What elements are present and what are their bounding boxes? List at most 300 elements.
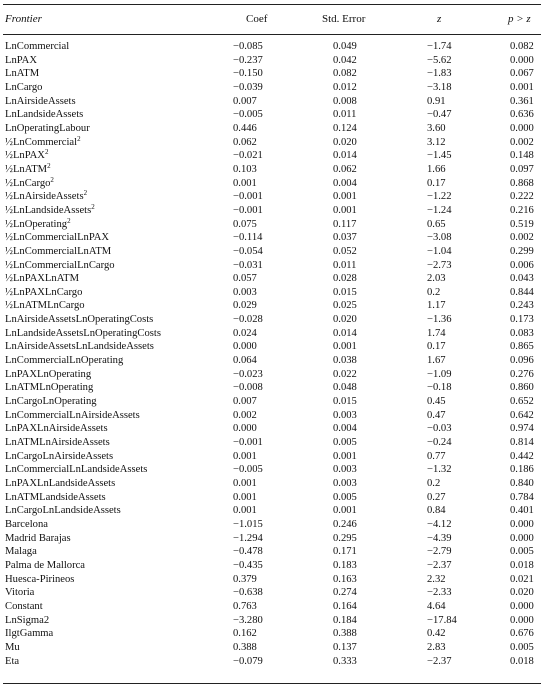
cell-std-error: 0.037 <box>333 232 357 244</box>
cell-coef: 0.007 <box>233 95 257 107</box>
cell-z: −1.04 <box>427 245 452 257</box>
table-row <box>0 491 543 505</box>
cell-coef: −0.114 <box>233 232 263 244</box>
cell-z: 4.64 <box>427 600 446 612</box>
cell-z: −17.84 <box>427 614 457 626</box>
cell-coef: 0.763 <box>233 600 257 612</box>
cell-z: −4.12 <box>427 518 452 530</box>
table-row <box>0 518 543 532</box>
cell-z: −0.24 <box>427 437 452 449</box>
cell-std-error: 0.020 <box>333 314 357 326</box>
row-variable <box>5 491 106 505</box>
row-variable <box>5 218 71 232</box>
variable-name: LnCommercialLnLandsideAssets <box>5 464 148 476</box>
variable-name: LnATM <box>5 68 40 80</box>
table-row <box>0 532 543 546</box>
table-row <box>0 655 543 669</box>
cell-p: 0.001 <box>510 81 534 93</box>
variable-superscript: 2 <box>77 134 81 143</box>
row-variable <box>5 504 121 518</box>
cell-p: 0.442 <box>510 450 534 462</box>
cell-z: 0.47 <box>427 409 446 421</box>
cell-std-error: 0.246 <box>333 518 357 530</box>
table-row <box>0 477 543 491</box>
variable-name: IlgtGamma <box>5 628 54 640</box>
cell-coef: −0.031 <box>233 259 263 271</box>
cell-std-error: 0.183 <box>333 559 357 571</box>
cell-coef: 0.064 <box>233 355 257 367</box>
cell-z: 1.66 <box>427 163 446 175</box>
row-variable <box>5 655 19 669</box>
variable-name: LnOperatingLabour <box>5 122 90 134</box>
cell-std-error: 0.052 <box>333 245 357 257</box>
row-variable <box>5 122 90 136</box>
cell-coef: 0.001 <box>233 491 257 503</box>
cell-std-error: 0.028 <box>333 273 357 285</box>
cell-std-error: 0.171 <box>333 546 357 558</box>
cell-std-error: 0.001 <box>333 204 357 216</box>
row-variable <box>5 518 48 532</box>
cell-coef: 0.388 <box>233 641 257 653</box>
variable-name: LnCommercialLnOperating <box>5 355 124 367</box>
variable-name: ½LnPAX <box>5 150 45 162</box>
row-variable <box>5 299 85 313</box>
variable-superscript: 2 <box>83 189 88 198</box>
cell-z: 0.77 <box>427 450 446 462</box>
variable-name: LnPAXLnLandsideAssets <box>5 478 116 489</box>
cell-std-error: 0.295 <box>333 532 357 544</box>
row-variable <box>5 81 42 95</box>
cell-std-error: 0.001 <box>333 341 357 353</box>
cell-std-error: 0.015 <box>333 396 357 408</box>
variable-name: LnCommercialLnAirsideAssets <box>5 409 140 421</box>
table-row <box>0 163 543 177</box>
header-coef: Coef <box>246 13 268 25</box>
cell-std-error: 0.062 <box>333 163 357 175</box>
cell-p: 0.519 <box>510 218 534 230</box>
table-row <box>0 627 543 641</box>
row-variable <box>5 381 93 395</box>
cell-z: 0.17 <box>427 341 446 353</box>
row-variable <box>5 259 115 273</box>
cell-std-error: 0.004 <box>333 423 357 435</box>
table-row <box>0 81 543 95</box>
cell-coef: 0.379 <box>233 573 257 585</box>
cell-z: 3.60 <box>427 122 446 134</box>
variable-superscript: 2 <box>50 175 54 184</box>
cell-std-error: 0.003 <box>333 464 357 476</box>
cell-p: 0.676 <box>510 628 534 640</box>
table-row <box>0 600 543 614</box>
cell-coef: 0.062 <box>233 136 257 148</box>
cell-p: 0.868 <box>510 177 534 189</box>
cell-p: 0.000 <box>510 614 534 626</box>
cell-p: 0.005 <box>510 546 534 558</box>
table-row <box>0 381 543 395</box>
variable-name: Vitoria <box>5 587 35 599</box>
cell-z: 0.91 <box>427 95 446 107</box>
variable-name: Huesca-Pirineos <box>5 573 75 585</box>
table-row <box>0 354 543 368</box>
cell-std-error: 0.274 <box>333 587 357 599</box>
cell-std-error: 0.042 <box>333 54 357 66</box>
row-variable <box>5 395 97 409</box>
variable-name: LnATMLandsideAssets <box>5 491 106 503</box>
cell-z: −1.36 <box>427 314 452 326</box>
cell-z: −2.33 <box>427 587 452 599</box>
table-row <box>0 327 543 341</box>
table-row <box>0 286 543 300</box>
table-row <box>0 95 543 109</box>
cell-coef: 0.075 <box>233 218 257 230</box>
cell-z: 2.03 <box>427 273 446 285</box>
cell-p: 0.784 <box>510 491 534 503</box>
cell-p: 0.243 <box>510 300 534 312</box>
cell-p: 0.018 <box>510 655 534 667</box>
cell-p: 0.642 <box>510 409 534 421</box>
header-frontier: Frontier <box>5 13 42 25</box>
cell-std-error: 0.184 <box>333 614 357 626</box>
cell-z: −1.09 <box>427 368 452 380</box>
cell-coef: −0.054 <box>233 245 263 257</box>
variable-name: Mu <box>5 641 20 653</box>
cell-std-error: 0.005 <box>333 437 357 449</box>
cell-z: 0.17 <box>427 177 446 189</box>
cell-z: −2.37 <box>427 655 452 667</box>
cell-z: −1.22 <box>427 191 452 203</box>
cell-p: 0.865 <box>510 341 534 353</box>
row-variable <box>5 54 37 68</box>
cell-coef: 0.162 <box>233 628 257 640</box>
top-rule <box>3 4 541 5</box>
cell-std-error: 0.003 <box>333 478 357 489</box>
variable-name: ½LnOperating <box>5 218 68 230</box>
cell-z: −0.03 <box>427 423 452 435</box>
cell-coef: −1.294 <box>233 532 263 544</box>
cell-z: 0.65 <box>427 218 446 230</box>
cell-z: −1.45 <box>427 150 452 162</box>
cell-coef: −0.001 <box>233 191 263 203</box>
table-row <box>0 559 543 573</box>
row-variable <box>5 641 20 655</box>
header-rule <box>3 34 541 35</box>
cell-p: 0.005 <box>510 641 534 653</box>
cell-std-error: 0.004 <box>333 177 357 189</box>
cell-coef: −0.021 <box>233 150 263 162</box>
cell-p: 0.018 <box>510 559 534 571</box>
cell-z: 2.83 <box>427 641 446 653</box>
cell-std-error: 0.022 <box>333 368 357 380</box>
row-variable <box>5 340 154 354</box>
cell-std-error: 0.005 <box>333 491 357 503</box>
row-variable <box>5 136 81 150</box>
row-variable <box>5 204 95 218</box>
variable-superscript: 2 <box>67 216 71 225</box>
variable-name: LnATMLnOperating <box>5 382 94 394</box>
variable-name: Madrid Barajas <box>5 532 71 544</box>
cell-std-error: 0.020 <box>333 136 357 148</box>
cell-coef: −0.023 <box>233 368 263 380</box>
table-row <box>0 67 543 81</box>
cell-std-error: 0.011 <box>333 259 357 271</box>
cell-coef: 0.000 <box>233 341 257 353</box>
cell-z: 0.27 <box>427 491 446 503</box>
cell-p: 0.000 <box>510 54 534 66</box>
table-row <box>0 190 543 204</box>
table-row <box>0 245 543 259</box>
cell-std-error: 0.003 <box>333 409 357 421</box>
cell-p: 0.276 <box>510 368 534 380</box>
cell-std-error: 0.388 <box>333 628 357 640</box>
row-variable <box>5 245 111 259</box>
table-row <box>0 614 543 628</box>
cell-coef: −0.008 <box>233 382 263 394</box>
cell-p: 0.148 <box>510 150 534 162</box>
cell-z: 0.42 <box>427 628 446 640</box>
table-row <box>0 231 543 245</box>
cell-p: 0.006 <box>510 259 534 271</box>
cell-z: 0.45 <box>427 396 446 408</box>
bottom-rule <box>3 683 541 684</box>
cell-coef: 0.001 <box>233 505 257 517</box>
cell-p: 0.096 <box>510 355 534 367</box>
variable-name: LnATMLnAirsideAssets <box>5 437 110 449</box>
variable-name: LnPAX <box>5 54 37 66</box>
cell-coef: −0.237 <box>233 54 263 66</box>
cell-z: 2.32 <box>427 573 446 585</box>
row-variable <box>5 313 153 327</box>
table-row <box>0 299 543 313</box>
variable-superscript: 2 <box>91 202 95 211</box>
variable-name: ½LnPAXLnCargo <box>5 286 83 298</box>
variable-name: LnLandsideAssetsLnOperatingCosts <box>5 327 161 339</box>
cell-std-error: 0.137 <box>333 641 357 653</box>
variable-name: ½LnAirsideAssets <box>5 191 84 203</box>
table-row <box>0 218 543 232</box>
table-row <box>0 422 543 436</box>
table-row <box>0 450 543 464</box>
cell-p: 0.000 <box>510 518 534 530</box>
variable-name: Barcelona <box>5 518 48 530</box>
cell-std-error: 0.001 <box>333 450 357 462</box>
cell-p: 0.361 <box>510 95 534 107</box>
header-z: z <box>437 13 442 25</box>
table-row <box>0 586 543 600</box>
row-variable <box>5 545 37 559</box>
table-row <box>0 259 543 273</box>
row-variable <box>5 149 48 163</box>
variable-name: ½LnCargo <box>5 177 51 189</box>
cell-p: 0.652 <box>510 396 534 408</box>
variable-name: ½LnATMLnCargo <box>5 300 85 312</box>
cell-std-error: 0.014 <box>333 327 357 339</box>
cell-z: −1.83 <box>427 68 452 80</box>
cell-std-error: 0.124 <box>333 122 357 134</box>
table-row <box>0 395 543 409</box>
cell-coef: −0.001 <box>233 437 263 449</box>
table-row <box>0 340 543 354</box>
row-variable <box>5 463 147 477</box>
variable-name: LnAirsideAssetsLnOperatingCosts <box>5 314 154 326</box>
variable-name: ½LnATM <box>5 163 48 175</box>
row-variable <box>5 627 53 641</box>
cell-z: 0.84 <box>427 505 446 517</box>
table-row <box>0 108 543 122</box>
cell-coef: 0.007 <box>233 396 257 408</box>
table-row <box>0 204 543 218</box>
cell-std-error: 0.117 <box>333 218 357 230</box>
cell-z: 1.74 <box>427 327 446 339</box>
cell-z: −0.47 <box>427 109 452 121</box>
row-variable <box>5 600 43 614</box>
cell-p: 0.067 <box>510 68 534 80</box>
variable-name: Constant <box>5 600 43 612</box>
variable-name: Palma de Mallorca <box>5 559 86 571</box>
table-row <box>0 54 543 68</box>
cell-std-error: 0.001 <box>333 191 357 203</box>
cell-p: 0.083 <box>510 327 534 339</box>
cell-coef: 0.103 <box>233 163 257 175</box>
cell-p: 0.814 <box>510 437 534 449</box>
table-row <box>0 641 543 655</box>
variable-name: LnCargoLnAirsideAssets <box>5 450 114 462</box>
row-variable <box>5 409 140 423</box>
row-variable <box>5 231 109 245</box>
table-row <box>0 368 543 382</box>
variable-name: LnPAXLnOperating <box>5 368 92 380</box>
row-variable <box>5 477 115 491</box>
row-variable <box>5 614 49 628</box>
row-variable <box>5 532 71 546</box>
cell-std-error: 0.008 <box>333 95 357 107</box>
cell-coef: −3.280 <box>233 614 263 626</box>
cell-coef: 0.446 <box>233 122 257 134</box>
row-variable <box>5 327 161 341</box>
cell-coef: 0.057 <box>233 273 257 285</box>
header-p: p > z <box>508 13 531 25</box>
cell-z: −2.37 <box>427 559 452 571</box>
variable-name: ½LnLandsideAssets <box>5 204 92 216</box>
cell-std-error: 0.011 <box>333 109 357 121</box>
cell-coef: −0.085 <box>233 41 263 52</box>
cell-p: 0.002 <box>510 232 534 244</box>
variable-name: ½LnCommercialLnATM <box>5 245 112 257</box>
cell-z: −1.32 <box>427 464 452 476</box>
row-variable <box>5 190 87 204</box>
cell-p: 0.860 <box>510 382 534 394</box>
variable-name: Malaga <box>5 546 37 558</box>
cell-std-error: 0.038 <box>333 355 357 367</box>
cell-z: 0.2 <box>427 286 441 298</box>
table-row <box>0 272 543 286</box>
variable-name: ½LnPAXLnATM <box>5 273 80 285</box>
cell-z: −4.39 <box>427 532 452 544</box>
variable-name: LnCargoLnLandsideAssets <box>5 505 121 517</box>
table-row <box>0 122 543 136</box>
row-variable <box>5 286 82 300</box>
row-variable <box>5 354 123 368</box>
row-variable <box>5 177 54 191</box>
row-variable <box>5 108 83 122</box>
cell-p: 0.097 <box>510 163 534 175</box>
cell-coef: 0.001 <box>233 450 257 462</box>
cell-z: −3.18 <box>427 81 452 93</box>
cell-p: 0.844 <box>510 286 534 298</box>
variable-name: LnSigma2 <box>5 614 50 626</box>
variable-superscript: 2 <box>47 161 51 170</box>
cell-coef: −0.005 <box>233 109 263 121</box>
cell-std-error: 0.015 <box>333 286 357 298</box>
table-row <box>0 136 543 150</box>
row-variable <box>5 40 69 54</box>
cell-z: 3.12 <box>427 136 446 148</box>
cell-p: 0.222 <box>510 191 534 203</box>
cell-coef: −0.001 <box>233 204 263 216</box>
cell-p: 0.401 <box>510 505 534 517</box>
cell-std-error: 0.333 <box>333 655 357 667</box>
variable-name: LnAirsideAssetsLnLandsideAssets <box>5 341 154 353</box>
cell-coef: 0.001 <box>233 177 257 189</box>
cell-z: −1.74 <box>427 41 452 52</box>
variable-name: ½LnCommercialLnCargo <box>5 259 115 271</box>
variable-name: ½LnCommercialLnPAX <box>5 232 110 244</box>
table-row <box>0 463 543 477</box>
variable-name: LnAirsideAssets <box>5 95 76 107</box>
cell-z: −0.18 <box>427 382 452 394</box>
cell-p: 0.000 <box>510 600 534 612</box>
cell-std-error: 0.014 <box>333 150 357 162</box>
cell-std-error: 0.164 <box>333 600 357 612</box>
table-row <box>0 504 543 518</box>
table-body <box>0 40 543 668</box>
cell-p: 0.002 <box>510 136 534 148</box>
cell-p: 0.173 <box>510 314 534 326</box>
row-variable <box>5 67 39 81</box>
row-variable <box>5 272 79 286</box>
table-row <box>0 40 543 54</box>
table-row <box>0 149 543 163</box>
cell-p: 0.021 <box>510 573 534 585</box>
variable-name: LnCargoLnOperating <box>5 396 97 408</box>
cell-p: 0.636 <box>510 109 534 121</box>
cell-z: −2.79 <box>427 546 452 558</box>
variable-name: ½LnCommercial <box>5 136 78 148</box>
table-row <box>0 313 543 327</box>
cell-coef: −1.015 <box>233 518 263 530</box>
cell-p: 0.043 <box>510 273 534 285</box>
cell-std-error: 0.048 <box>333 382 357 394</box>
header-std-error: Std. Error <box>322 13 366 25</box>
cell-p: 0.299 <box>510 245 534 257</box>
cell-p: 0.974 <box>510 423 534 435</box>
table-row <box>0 409 543 423</box>
row-variable <box>5 422 108 436</box>
table-row <box>0 177 543 191</box>
cell-coef: 0.000 <box>233 423 257 435</box>
cell-std-error: 0.012 <box>333 81 357 93</box>
row-variable <box>5 368 91 382</box>
variable-name: Eta <box>5 655 20 667</box>
cell-coef: 0.029 <box>233 300 257 312</box>
cell-p: 0.216 <box>510 204 534 216</box>
cell-coef: 0.024 <box>233 327 257 339</box>
cell-coef: −0.039 <box>233 81 263 93</box>
cell-coef: 0.002 <box>233 409 257 421</box>
row-variable <box>5 450 113 464</box>
table-row <box>0 436 543 450</box>
cell-coef: −0.079 <box>233 655 263 667</box>
cell-z: −5.62 <box>427 54 452 66</box>
